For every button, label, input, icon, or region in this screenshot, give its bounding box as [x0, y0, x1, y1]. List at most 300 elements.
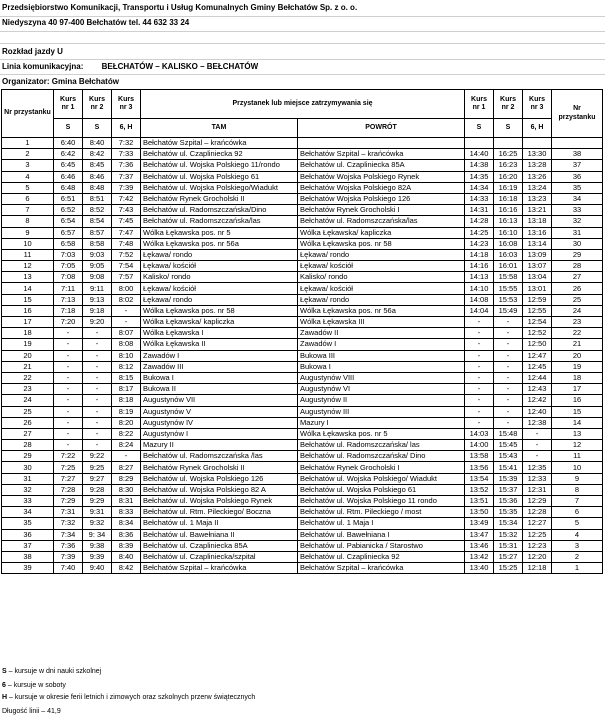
- stop-name-powrot: Bełchatów ul. 1 Maja I: [298, 518, 465, 529]
- stop-number-return: 35: [552, 182, 603, 193]
- time-kurs1: -: [54, 395, 83, 406]
- table-row: [2, 384, 603, 395]
- stop-number: 16: [2, 305, 54, 316]
- time-return-kurs2: -: [494, 350, 523, 361]
- time-return-kurs2: -: [494, 406, 523, 417]
- time-kurs1: 6:52: [54, 205, 83, 216]
- stop-name-powrot: Wólka Łękawska pos. nr 56a: [298, 305, 465, 316]
- time-kurs1: 7:05: [54, 261, 83, 272]
- legend-h: [2, 694, 255, 701]
- header-kurs1-return: Kurs nr 1: [465, 90, 494, 119]
- time-return-kurs3: 13:07: [523, 261, 552, 272]
- stop-name-tam: Łękawa/ kościół: [141, 283, 298, 294]
- time-return-kurs1: 13:52: [465, 484, 494, 495]
- time-return-kurs1: -: [465, 328, 494, 339]
- time-kurs3: 7:47: [112, 227, 141, 238]
- stop-name-powrot: Bełchatów Wojska Polskiego Rynek: [298, 171, 465, 182]
- time-return-kurs2: -: [494, 328, 523, 339]
- stop-number: 9: [2, 227, 54, 238]
- divider: [0, 59, 605, 60]
- time-return-kurs2: 16:23: [494, 160, 523, 171]
- stop-number-return: 22: [552, 328, 603, 339]
- stop-number-return: 23: [552, 317, 603, 328]
- timetable-body: [2, 138, 603, 574]
- header-stops: Przystanek lub miejsce zatrzymywania się: [141, 90, 465, 119]
- time-return-kurs1: 14:08: [465, 294, 494, 305]
- time-return-kurs2: 15:37: [494, 484, 523, 495]
- time-return-kurs2: 15:36: [494, 496, 523, 507]
- header-kurs3-return: Kurs nr 3: [523, 90, 552, 119]
- time-kurs1: 6:46: [54, 171, 83, 182]
- stop-name-tam: Kalisko/ rondo: [141, 272, 298, 283]
- time-return-kurs1: -: [465, 395, 494, 406]
- line-label: Linia komunikacyjna:: [2, 62, 84, 71]
- time-return-kurs3: 13:23: [523, 193, 552, 204]
- stop-number-return: 27: [552, 272, 603, 283]
- table-row: [2, 428, 603, 439]
- time-return-kurs1: -: [465, 339, 494, 350]
- stop-name-powrot: Bełchatów Rynek Grocholski I: [298, 205, 465, 216]
- stop-name-powrot: Zawadów II: [298, 328, 465, 339]
- time-kurs2: 9:03: [83, 249, 112, 260]
- time-kurs3: 8:39: [112, 540, 141, 551]
- stop-number-return: 20: [552, 350, 603, 361]
- time-return-kurs2: 15:25: [494, 563, 523, 574]
- company-name: Przedsiębiorstwo Komunikacji, Transportu i Usług Komunalnych Gminy Bełchatów Sp. z o. o.: [2, 3, 358, 12]
- stop-name-powrot: Bełchatów ul. Wojska Polskiego/ Wiadukt: [298, 473, 465, 484]
- header-powrot: POWRÓT: [298, 119, 465, 138]
- stop-number: 13: [2, 272, 54, 283]
- time-kurs1: 6:57: [54, 227, 83, 238]
- time-return-kurs1: 14:13: [465, 272, 494, 283]
- stop-number: 37: [2, 540, 54, 551]
- time-return-kurs3: 13:04: [523, 272, 552, 283]
- stop-number: 23: [2, 384, 54, 395]
- time-kurs1: -: [54, 428, 83, 439]
- time-kurs1: 7:31: [54, 507, 83, 518]
- time-kurs2: 9:29: [83, 496, 112, 507]
- time-kurs2: 9:20: [83, 317, 112, 328]
- line-info: [2, 62, 258, 71]
- time-kurs2: -: [83, 406, 112, 417]
- table-row: [2, 462, 603, 473]
- time-return-kurs2: 15:32: [494, 529, 523, 540]
- line-route: BEŁCHATÓW – KALISKO – BEŁCHATÓW: [101, 62, 259, 71]
- time-kurs1: 7:28: [54, 484, 83, 495]
- stop-name-tam: Zawadów I: [141, 350, 298, 361]
- stop-number: 34: [2, 507, 54, 518]
- time-kurs1: 6:40: [54, 138, 83, 149]
- stop-name-tam: Wólka Łękawska pos. nr 58: [141, 305, 298, 316]
- time-return-kurs2: -: [494, 395, 523, 406]
- stop-name-powrot: Bełchatów ul. Wojska Polskiego 11 rondo: [298, 496, 465, 507]
- stop-name-powrot: Bełchatów ul. Rtm. Pileckiego / most: [298, 507, 465, 518]
- stop-name-powrot: Łękawa/ rondo: [298, 294, 465, 305]
- stop-number-return: 37: [552, 160, 603, 171]
- time-kurs3: 8:34: [112, 518, 141, 529]
- time-kurs1: 7:25: [54, 462, 83, 473]
- time-kurs3: 8:30: [112, 484, 141, 495]
- stop-number-return: 21: [552, 339, 603, 350]
- stop-name-tam: Bełchatów ul. Bawełniana II: [141, 529, 298, 540]
- time-kurs3: 7:37: [112, 171, 141, 182]
- stop-number: 6: [2, 193, 54, 204]
- time-return-kurs2: -: [494, 417, 523, 428]
- stop-number-return: 18: [552, 372, 603, 383]
- time-return-kurs2: 15:53: [494, 294, 523, 305]
- time-kurs1: -: [54, 372, 83, 383]
- time-return-kurs1: 14:35: [465, 171, 494, 182]
- time-kurs1: -: [54, 339, 83, 350]
- stop-name-powrot: Bełchatów Wojska Polskiego 82A: [298, 182, 465, 193]
- time-kurs3: 8:18: [112, 395, 141, 406]
- legend-h-text: – kursuje w okresie ferii letnich i zimowych oraz szkolnych przerw świątecznych: [7, 694, 256, 701]
- time-kurs2: 9:05: [83, 261, 112, 272]
- time-return-kurs3: 13:09: [523, 249, 552, 260]
- stop-number: 36: [2, 529, 54, 540]
- time-return-kurs2: 15:58: [494, 272, 523, 283]
- time-return-kurs3: 12:43: [523, 384, 552, 395]
- header-kurs3: Kurs nr 3: [112, 90, 141, 119]
- stop-name-tam: Bełchatów Rynek Grocholski II: [141, 462, 298, 473]
- stop-number-return: 36: [552, 171, 603, 182]
- time-kurs1: -: [54, 384, 83, 395]
- table-row: [2, 138, 603, 149]
- time-kurs2: 9:27: [83, 473, 112, 484]
- stop-number-return: 6: [552, 507, 603, 518]
- time-return-kurs3: -: [523, 440, 552, 451]
- stop-name-powrot: Łękawa/ kościół: [298, 283, 465, 294]
- time-kurs3: 7:54: [112, 261, 141, 272]
- time-return-kurs2: 15:41: [494, 462, 523, 473]
- table-row: [2, 563, 603, 574]
- time-kurs2: 9:38: [83, 540, 112, 551]
- time-return-kurs3: 13:01: [523, 283, 552, 294]
- header-h: 6, H: [112, 119, 141, 138]
- time-kurs3: 8:17: [112, 384, 141, 395]
- stop-name-tam: Łękawa/ rondo: [141, 294, 298, 305]
- stop-name-powrot: Bełchatów ul. Radomszczańska/las: [298, 216, 465, 227]
- table-row: [2, 417, 603, 428]
- stop-number-return: 14: [552, 417, 603, 428]
- time-return-kurs2: 15:43: [494, 451, 523, 462]
- table-row: [2, 272, 603, 283]
- line-length: Długość linii – 41,9: [2, 708, 61, 715]
- time-return-kurs3: 13:30: [523, 149, 552, 160]
- table-row: [2, 339, 603, 350]
- time-return-kurs3: 12:35: [523, 462, 552, 473]
- time-kurs3: 8:29: [112, 473, 141, 484]
- stop-number: 27: [2, 428, 54, 439]
- time-return-kurs1: 13:50: [465, 507, 494, 518]
- divider: [0, 74, 605, 75]
- time-return-kurs3: 12:52: [523, 328, 552, 339]
- time-return-kurs3: 12:31: [523, 484, 552, 495]
- stop-name-powrot: Augustynów VIII: [298, 372, 465, 383]
- time-return-kurs3: 12:25: [523, 529, 552, 540]
- stop-number-return: 13: [552, 428, 603, 439]
- stop-name-tam: Wólka Łękawska pos. nr 5: [141, 227, 298, 238]
- header-kurs2: Kurs nr 2: [83, 90, 112, 119]
- time-return-kurs3: 12:40: [523, 406, 552, 417]
- stop-name-tam: Zawadów III: [141, 361, 298, 372]
- stop-name-tam: Bełchatów Szpital – krańcówka: [141, 138, 298, 149]
- table-row: [2, 395, 603, 406]
- time-kurs3: 7:36: [112, 160, 141, 171]
- stop-name-tam: Wólka Łękawska I: [141, 328, 298, 339]
- stop-name-powrot: Wólka Łękawska III: [298, 317, 465, 328]
- stop-name-powrot: Augustynów III: [298, 406, 465, 417]
- time-return-kurs3: 12:23: [523, 540, 552, 551]
- stop-name-tam: Augustynów V: [141, 406, 298, 417]
- stop-number: 14: [2, 283, 54, 294]
- divider: [0, 43, 605, 44]
- time-return-kurs1: 13:58: [465, 451, 494, 462]
- stop-number: 31: [2, 473, 54, 484]
- organizer-info: [2, 77, 119, 86]
- table-row: [2, 227, 603, 238]
- stop-name-tam: Łękawa/ kościół: [141, 261, 298, 272]
- time-return-kurs2: 15:27: [494, 551, 523, 562]
- table-row: [2, 328, 603, 339]
- time-kurs3: 7:32: [112, 138, 141, 149]
- time-return-kurs3: [523, 138, 552, 149]
- stop-number: 24: [2, 395, 54, 406]
- time-return-kurs1: -: [465, 417, 494, 428]
- table-row: [2, 350, 603, 361]
- time-kurs3: 8:07: [112, 328, 141, 339]
- stop-name-powrot: Augustynów VI: [298, 384, 465, 395]
- time-return-kurs3: 12:28: [523, 507, 552, 518]
- stop-name-powrot: [298, 138, 465, 149]
- time-kurs1: 6:48: [54, 182, 83, 193]
- time-kurs1: -: [54, 440, 83, 451]
- table-row: [2, 317, 603, 328]
- stop-number: 32: [2, 484, 54, 495]
- stop-number: 3: [2, 160, 54, 171]
- time-return-kurs1: -: [465, 361, 494, 372]
- header-h: 6, H: [523, 119, 552, 138]
- time-return-kurs3: 12:55: [523, 305, 552, 316]
- time-return-kurs2: 16:25: [494, 149, 523, 160]
- time-return-kurs1: 13:49: [465, 518, 494, 529]
- time-return-kurs1: 14:23: [465, 238, 494, 249]
- time-return-kurs3: 13:26: [523, 171, 552, 182]
- table-row: [2, 496, 603, 507]
- time-kurs2: 8:57: [83, 227, 112, 238]
- stop-name-powrot: Bełchatów ul. Czapliniecka 92: [298, 551, 465, 562]
- stop-number-return: 31: [552, 227, 603, 238]
- time-kurs3: 8:08: [112, 339, 141, 350]
- time-return-kurs2: 15:35: [494, 507, 523, 518]
- table-row: [2, 205, 603, 216]
- time-kurs2: 9:11: [83, 283, 112, 294]
- time-kurs2: 8:51: [83, 193, 112, 204]
- table-row: [2, 261, 603, 272]
- stop-number: 33: [2, 496, 54, 507]
- stop-name-tam: Bełchatów ul. Radomszczańska /las: [141, 451, 298, 462]
- time-return-kurs1: 13:54: [465, 473, 494, 484]
- time-kurs3: 8:36: [112, 529, 141, 540]
- time-kurs3: 7:33: [112, 149, 141, 160]
- time-kurs2: 8:45: [83, 160, 112, 171]
- stop-name-tam: Augustynów VII: [141, 395, 298, 406]
- time-kurs2: -: [83, 428, 112, 439]
- time-kurs3: 7:39: [112, 182, 141, 193]
- table-row: [2, 551, 603, 562]
- table-row: [2, 171, 603, 182]
- time-kurs1: -: [54, 417, 83, 428]
- time-kurs2: -: [83, 339, 112, 350]
- time-return-kurs3: 13:14: [523, 238, 552, 249]
- time-return-kurs2: 15:31: [494, 540, 523, 551]
- time-return-kurs3: 12:38: [523, 417, 552, 428]
- stop-number: 28: [2, 440, 54, 451]
- time-return-kurs1: 14:04: [465, 305, 494, 316]
- time-return-kurs3: 12:50: [523, 339, 552, 350]
- stop-number: 12: [2, 261, 54, 272]
- time-return-kurs1: [465, 138, 494, 149]
- time-return-kurs2: -: [494, 361, 523, 372]
- stop-name-powrot: Kalisko/ rondo: [298, 272, 465, 283]
- time-kurs3: 8:24: [112, 440, 141, 451]
- stop-name-powrot: Bełchatów Rynek Grocholski I: [298, 462, 465, 473]
- time-return-kurs1: 13:46: [465, 540, 494, 551]
- time-return-kurs1: 14:00: [465, 440, 494, 451]
- time-return-kurs2: 15:39: [494, 473, 523, 484]
- time-kurs1: 7:40: [54, 563, 83, 574]
- stop-name-tam: Wólka Łękawska/ kapliczka: [141, 317, 298, 328]
- time-kurs3: 8:02: [112, 294, 141, 305]
- time-return-kurs3: 13:18: [523, 216, 552, 227]
- time-return-kurs2: 16:20: [494, 171, 523, 182]
- table-row: [2, 529, 603, 540]
- stop-number: 15: [2, 294, 54, 305]
- time-kurs3: 7:57: [112, 272, 141, 283]
- time-return-kurs3: -: [523, 451, 552, 462]
- time-return-kurs1: 14:25: [465, 227, 494, 238]
- time-kurs3: 8:10: [112, 350, 141, 361]
- header-kurs2-return: Kurs nr 2: [494, 90, 523, 119]
- stop-name-tam: Bełchatów ul. Wojska Polskiego 11/rondo: [141, 160, 298, 171]
- time-return-kurs3: 12:42: [523, 395, 552, 406]
- time-kurs1: 7:22: [54, 451, 83, 462]
- table-row: [2, 507, 603, 518]
- table-row: [2, 283, 603, 294]
- time-kurs1: 7:27: [54, 473, 83, 484]
- time-kurs2: 8:54: [83, 216, 112, 227]
- stop-name-tam: Bełchatów Szpital – krańcówka: [141, 563, 298, 574]
- time-kurs3: 8:42: [112, 563, 141, 574]
- table-row: [2, 193, 603, 204]
- stop-number-return: 4: [552, 529, 603, 540]
- time-return-kurs3: 12:20: [523, 551, 552, 562]
- stop-number-return: 34: [552, 193, 603, 204]
- legend-s-text: – kursuje w dni nauki szkolnej: [6, 668, 102, 675]
- time-kurs1: 7:18: [54, 305, 83, 316]
- time-kurs1: 7:03: [54, 249, 83, 260]
- stop-number-return: [552, 138, 603, 149]
- time-return-kurs1: 14:33: [465, 193, 494, 204]
- stop-number-return: 5: [552, 518, 603, 529]
- time-kurs3: 8:27: [112, 462, 141, 473]
- stop-number: 7: [2, 205, 54, 216]
- stop-number: 19: [2, 339, 54, 350]
- time-return-kurs1: 14:31: [465, 205, 494, 216]
- table-row: [2, 473, 603, 484]
- time-return-kurs1: 14:34: [465, 182, 494, 193]
- time-return-kurs3: 12:59: [523, 294, 552, 305]
- time-return-kurs2: 16:01: [494, 261, 523, 272]
- time-kurs2: 9:25: [83, 462, 112, 473]
- stop-number-return: 25: [552, 294, 603, 305]
- time-return-kurs2: 16:13: [494, 216, 523, 227]
- stop-number: 4: [2, 171, 54, 182]
- time-kurs1: 6:58: [54, 238, 83, 249]
- time-kurs2: -: [83, 361, 112, 372]
- stop-name-tam: Bełchatów ul. 1 Maja II: [141, 518, 298, 529]
- organizer-value: Gmina Bełchatów: [51, 77, 119, 86]
- time-return-kurs3: 12:33: [523, 473, 552, 484]
- time-return-kurs2: -: [494, 339, 523, 350]
- time-kurs3: 7:48: [112, 238, 141, 249]
- time-kurs1: 7:32: [54, 518, 83, 529]
- time-kurs1: 7:34: [54, 529, 83, 540]
- time-return-kurs3: 12:29: [523, 496, 552, 507]
- time-kurs1: 6:51: [54, 193, 83, 204]
- stop-number: 17: [2, 317, 54, 328]
- stop-number: 11: [2, 249, 54, 260]
- time-kurs2: 9:39: [83, 551, 112, 562]
- time-return-kurs1: 13:40: [465, 563, 494, 574]
- time-kurs1: 6:45: [54, 160, 83, 171]
- stop-name-powrot: Bełchatów ul. Czapliniecka 85A: [298, 160, 465, 171]
- time-return-kurs2: -: [494, 372, 523, 383]
- time-return-kurs3: 13:21: [523, 205, 552, 216]
- time-kurs2: -: [83, 384, 112, 395]
- time-kurs3: 8:15: [112, 372, 141, 383]
- stop-name-tam: Łękawa/ rondo: [141, 249, 298, 260]
- time-return-kurs3: 12:54: [523, 317, 552, 328]
- stop-name-tam: Bełchatów ul. Czapliniecka 85A: [141, 540, 298, 551]
- stop-name-tam: Bełchatów ul. Radomszczańska/las: [141, 216, 298, 227]
- stop-number-return: 9: [552, 473, 603, 484]
- table-row: [2, 305, 603, 316]
- time-kurs1: 7:11: [54, 283, 83, 294]
- stop-number: 35: [2, 518, 54, 529]
- time-return-kurs1: 13:56: [465, 462, 494, 473]
- stop-number-return: 28: [552, 261, 603, 272]
- header-kurs1: Kurs nr 1: [54, 90, 83, 119]
- stop-name-tam: Bukowa II: [141, 384, 298, 395]
- table-row: [2, 294, 603, 305]
- stop-name-tam: Bełchatów ul. Wojska Polskiego 61: [141, 171, 298, 182]
- time-kurs2: -: [83, 350, 112, 361]
- time-kurs3: 7:42: [112, 193, 141, 204]
- time-return-kurs2: 16:16: [494, 205, 523, 216]
- stop-name-tam: Augustynów I: [141, 428, 298, 439]
- stop-name-powrot: Bełchatów Szpital – krańcówka: [298, 563, 465, 574]
- time-return-kurs2: -: [494, 384, 523, 395]
- time-kurs3: 8:00: [112, 283, 141, 294]
- time-kurs2: 9: 34: [83, 529, 112, 540]
- table-row: [2, 160, 603, 171]
- stop-name-powrot: Łękawa/ kościół: [298, 261, 465, 272]
- time-kurs1: 7:08: [54, 272, 83, 283]
- time-return-kurs2: 15:45: [494, 440, 523, 451]
- stop-name-tam: Bełchatów ul. Wojska Polskiego 126: [141, 473, 298, 484]
- time-kurs2: -: [83, 440, 112, 451]
